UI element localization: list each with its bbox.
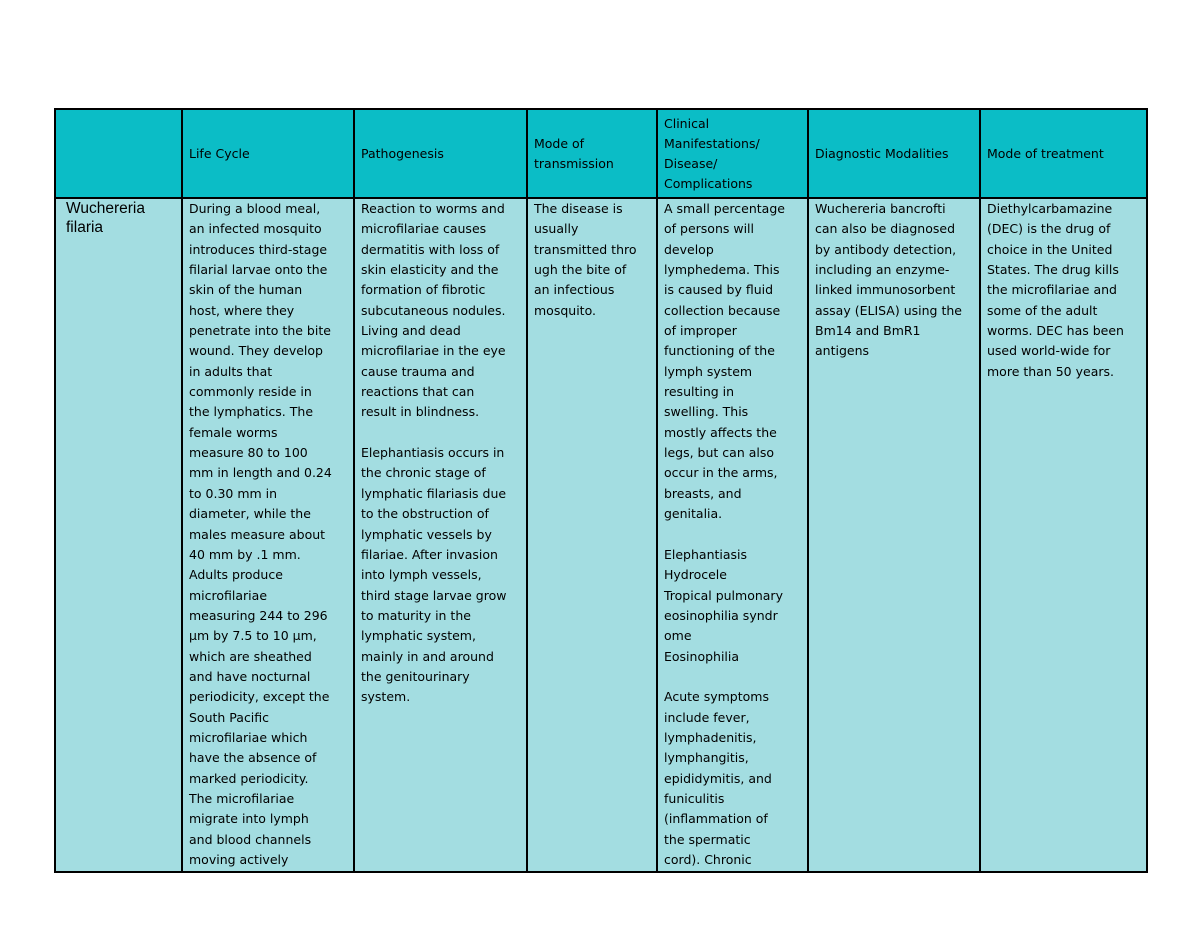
header-cell-mode-of-transmission: Mode of transmission: [527, 109, 657, 198]
pathogenesis-cell: [354, 198, 527, 872]
header-cell-empty: [55, 109, 182, 198]
diagnostic-text: Wuchereria bancrofti can also be diagnosed by antibody detection, including an enzyme- linked immunosorbent assay (ELISA) using the Bm14 and BmR1 antigens: [815, 201, 962, 359]
life-cycle-text: During a blood meal, an infected mosquito introduces third-stage filarial larvae onto the skin of the human host, where they penetrate into the bite wound. They develop in adults that commonly reside in the lymphatics. The female worms measure 80 to 100 mm in length and 0.24 to 0.30 mm in diameter, while the males measure about 40 mm by .1 mm. Adults produce microfilariae measuring 244 to 296 μm by 7.5 to 10 μm, which are sheathed and have nocturnal periodicity, except the South Pacific microfilariae which have the absence of marked periodicity. The microfilariae migrate into lymph and blood channels moving actively: [189, 201, 332, 867]
diagnostic-cell: [808, 198, 980, 872]
life-cycle-cell: [182, 198, 354, 872]
row-label-cell: [55, 198, 182, 872]
header-cell-mode-of-treatment: Mode of treatment: [980, 109, 1147, 198]
clinical-text: A small percentage of persons will develop lymphedema. This is caused by fluid collection because of improper functioning of the lymph system resulting in swelling. This mostly affects the legs, but can also occur in the arms, breasts, and genitalia. Elephantiasis Hydrocele Tropical pulmonary eosinophilia syndr ome Eosinophilia Acute symptoms include fever, lymphadenitis, lymphangitis, epididymitis, and funiculitis (inflammation of the spermatic cord). Chronic: [664, 201, 785, 867]
transmission-text: The disease is usually transmitted thro ugh the bite of an infectious mosquito.: [534, 201, 637, 318]
header-cell-pathogenesis: Pathogenesis: [354, 109, 527, 198]
pathogenesis-text: Reaction to worms and microfilariae causes dermatitis with loss of skin elasticity and the formation of fibrotic subcutaneous nodules. Living and dead microfilariae in the eye cause trauma and reactions that can result in blindness. Elephantiasis occurs in the chronic stage of lymphatic filariasis due to the obstruction of lymphatic vessels by filariae. After invasion into lymph vessels, third stage larvae grow to maturity in the lymphatic system, mainly in and around the genitourinary system.: [361, 201, 507, 705]
clinical-cell: [657, 198, 808, 872]
treatment-cell: [980, 198, 1147, 872]
table-row: [55, 198, 1147, 872]
header-cell-diagnostic-modalities: Diagnostic Modalities: [808, 109, 980, 198]
table-header-row: [55, 109, 1147, 198]
header-cell-life-cycle: Life Cycle: [182, 109, 354, 198]
header-cell-clinical-manifestations: Clinical Manifestations/ Disease/ Complications: [657, 109, 808, 198]
transmission-cell: [527, 198, 657, 872]
row-label: Wuchereria filaria: [66, 200, 145, 236]
treatment-text: Diethylcarbamazine (DEC) is the drug of choice in the United States. The drug kills the microfilariae and some of the adult worms. DEC has been used world-wide for more than 50 years.: [987, 201, 1124, 379]
parasite-table: [54, 108, 1148, 873]
